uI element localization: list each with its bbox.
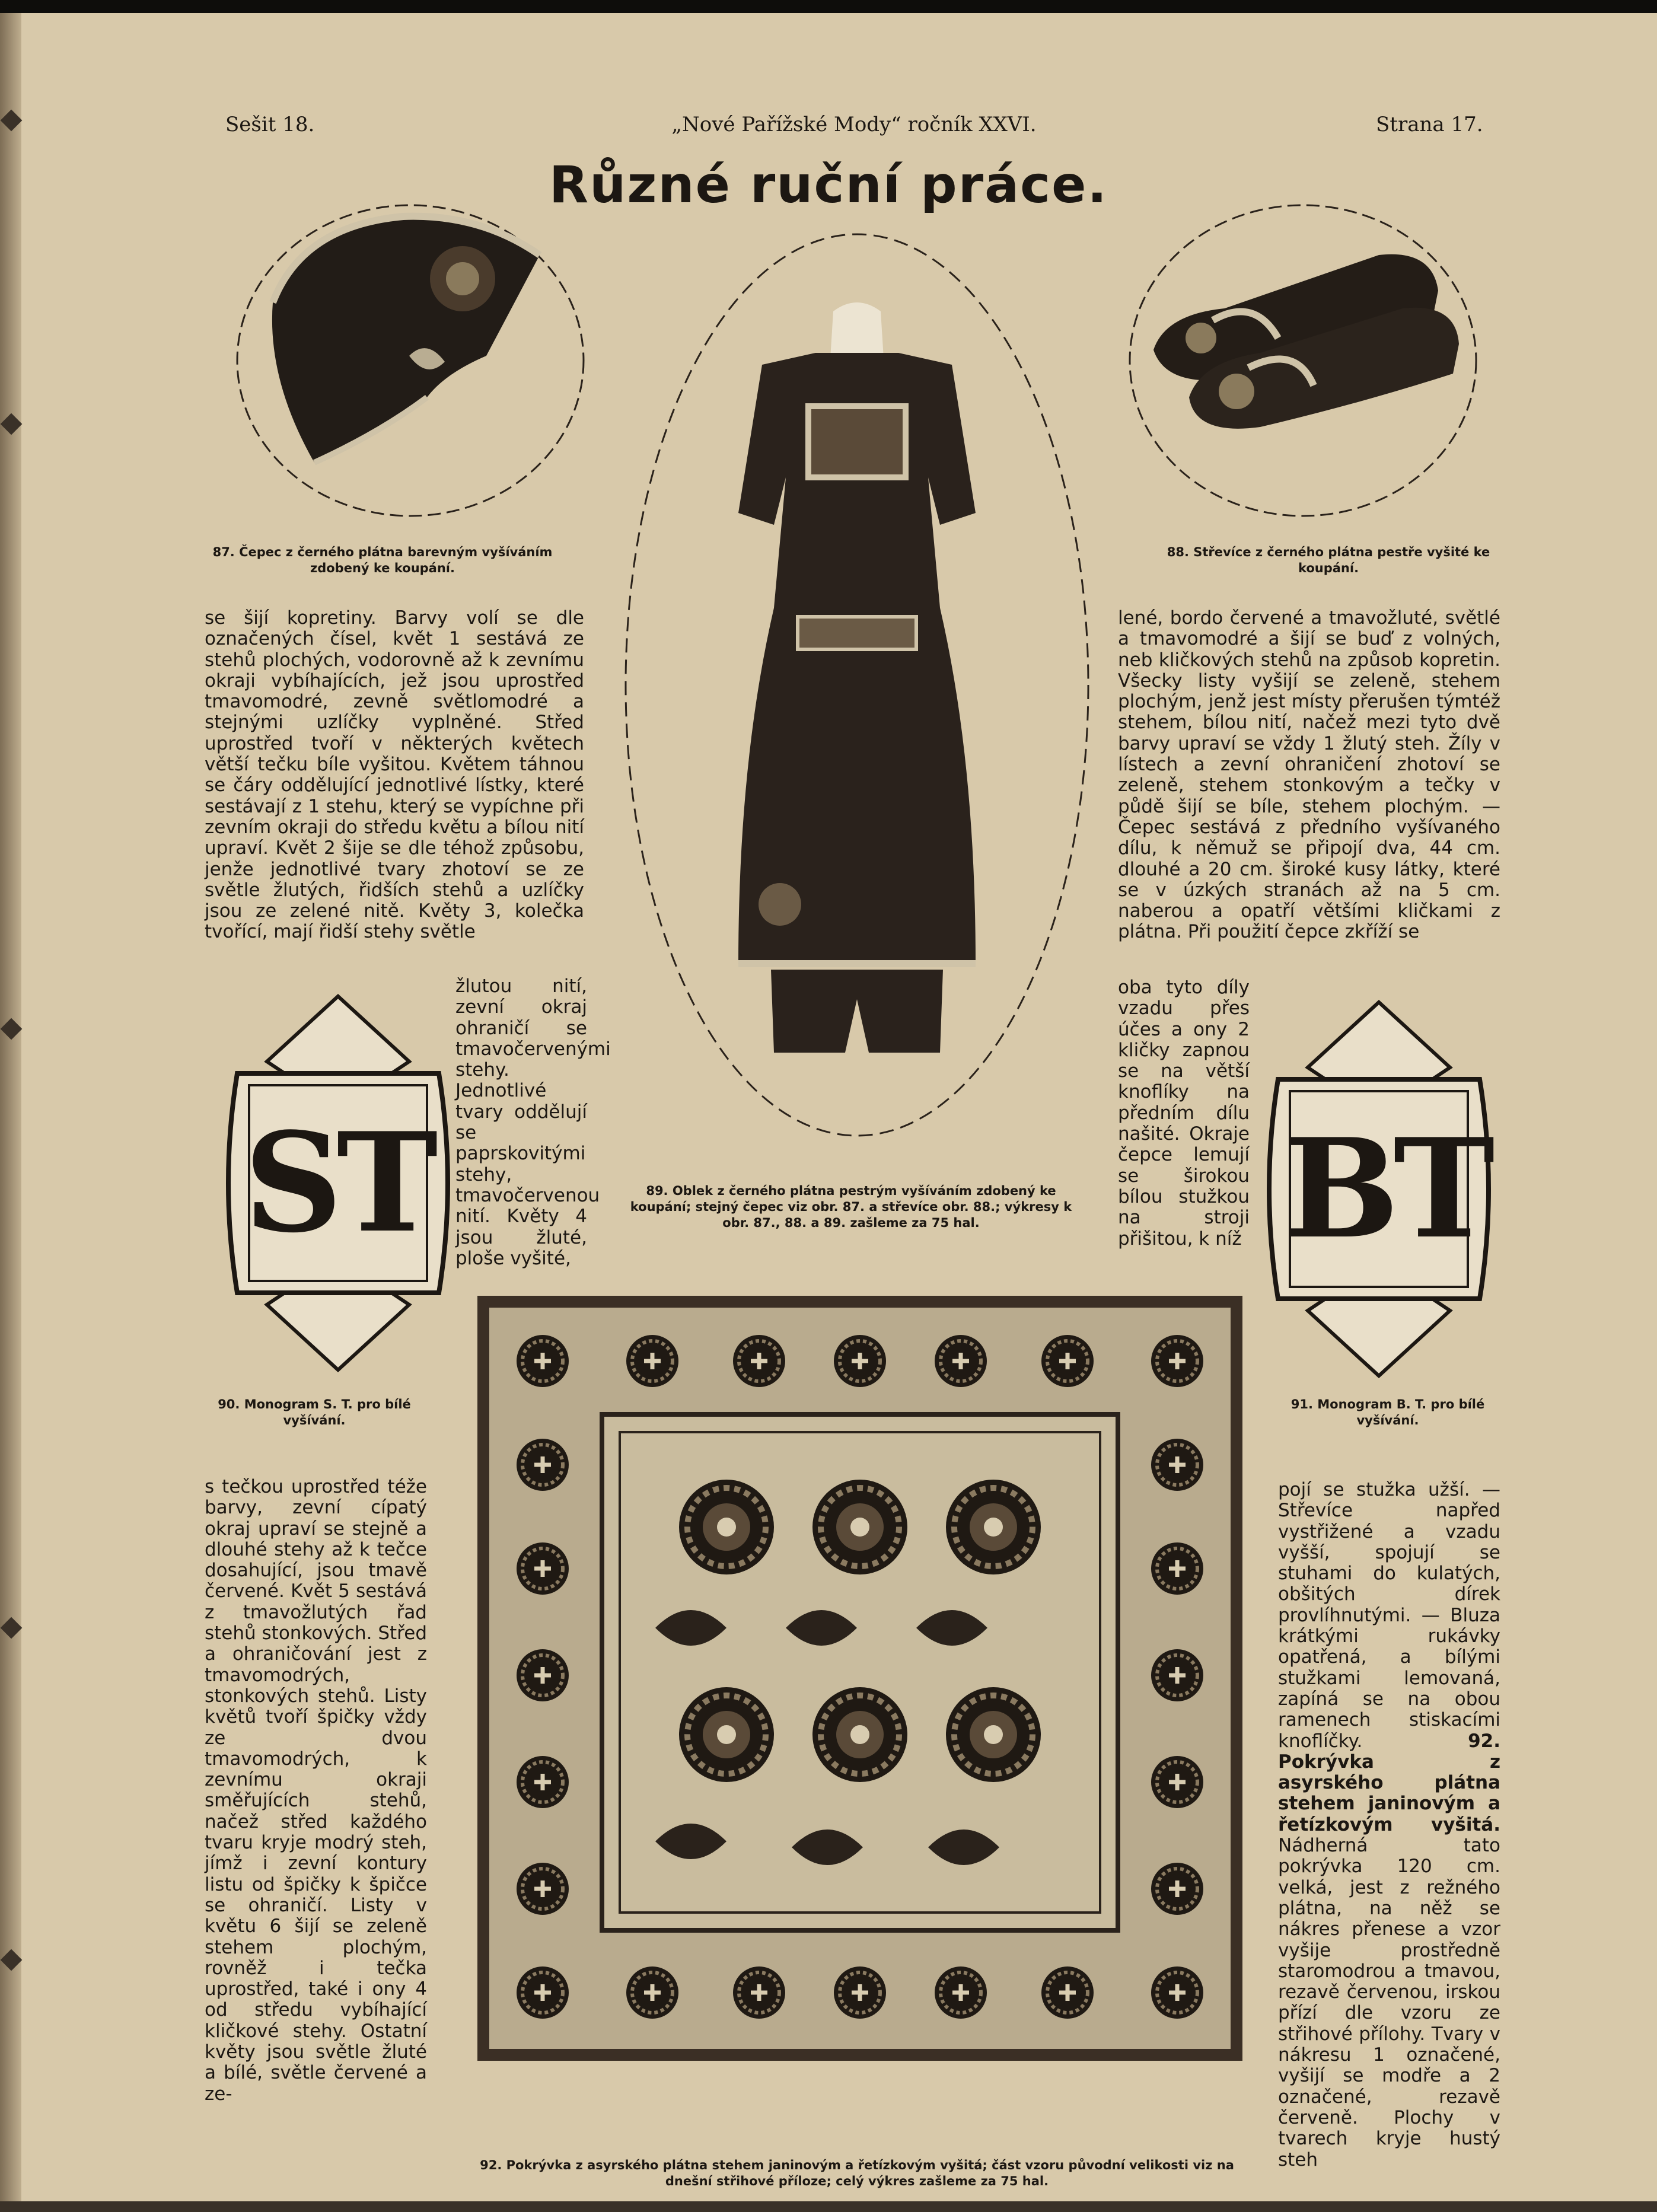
monogram-st-letters: ST bbox=[244, 1103, 432, 1263]
item-92-heading: 92. Pokrývka z asyrského plátna stehem janinovým a řetízkovým vyšitá. bbox=[1278, 1730, 1500, 1835]
scan-top-edge bbox=[0, 0, 1657, 13]
figure-90-monogram-st bbox=[214, 990, 463, 1376]
page-title: Různé ruční práce. bbox=[549, 155, 1108, 215]
figure-89-bathing-suit bbox=[620, 228, 1094, 1142]
binding-mark bbox=[1, 1949, 23, 1971]
text-left-narrow: žlutou nití, zevní okraj ohraničí se tmavočervenými stehy. Jednotlivé tvary oddělují se paprskovitými stehy, tmavočervenou nití. Květy 4 jsou žluté, ploše vyšité, bbox=[455, 976, 611, 1269]
header-issue: Sešit 18. bbox=[225, 113, 315, 136]
text-left-bottom: s tečkou uprostřed téže barvy, zevní cípatý okraj upraví se stejně a dlouhé stehy až k tečce dosahující, jsou tmavě červené. Květ 5 sestává z tmavožlutých řad stehů stonkových. Střed a ohraničování jest z tmavomodrých, stonkových stehů. Listy květů tvoří špičky vždy ze dvou tmavomodrých, k zevnímu okraji směřujících stehů, načež střed každého tvaru kryje modrý steh, jímž i zevní kontury listu od špičky k špičce se ohraničí. Listy v květu 6 šijí se zeleně stehem plochým, rovněž i tečka uprostřed, také i ony 4 od středu vybíhající kličkové stehy. Ostatní květy jsou světle žluté a bílé, světle červené a ze- bbox=[205, 1476, 427, 2105]
text-right-top: lené, bordo červené a tmavožluté, světlé a tmavomodré a šijí se buď z volných, neb kličkových stehů na způsob kopretin. Všecky listy vyšijí se zeleně, stehem plochým, jenž jest místy přerušen týmtéž stehem, bílou nití, načež mezi tyto dvě barvy upraví se vždy 1 žlutý steh. Žíly v lístech a zevní ohraničení zhotoví se zeleně, stehem stonkovým a tečky v půdě šijí se bíle, stehem plochým. — Čepec sestává z předního vyšívaného dílu, k němuž se připojí dva, 44 cm. dlouhé a 20 cm. široké kusy látky, které se v úzkých stranách až na 5 cm. naberou a opatří většími kličkami z plátna. Při použití čepce zkříží se bbox=[1118, 607, 1500, 943]
binding-mark bbox=[1, 1617, 23, 1639]
figure-92-embroidered-cover bbox=[477, 1296, 1242, 2061]
text-right-bottom-a: pojí se stužka užší. — Střevíce napřed vystřižené a vzadu vyšší, spojují se stuhami do kulatých, obšitých dírek provlíhnutými. — Bluza krátkými rukávky opatřená, a bílými stužkami lemovaná, zapíná se na obou ramenech stiskacími knoflíčky. bbox=[1278, 1479, 1500, 1752]
figure-91-monogram-bt bbox=[1254, 996, 1503, 1382]
binding-mark bbox=[1, 110, 23, 132]
text-right-bottom bbox=[1278, 1480, 1500, 2170]
figure-92-caption: 92. Pokrývka z asyrského plátna stehem janinovým a řetízkovým vyšitá; část vzoru původní velikosti viz na dnešní střihové příloze; celý výkres zašleme za 75 hal. bbox=[480, 2158, 1234, 2188]
figure-87-bathing-cap bbox=[231, 202, 590, 522]
binding-mark bbox=[1, 413, 23, 435]
figure-87-caption: 87. Čepec z černého plátna barevným vyšíváním zdobený ke koupání. bbox=[212, 545, 553, 575]
figure-89-caption: 89. Oblek z černého plátna pestrým vyšíváním zdobený ke koupání; stejný čepec viz obr. 87. a střevíce obr. 88.; výkresy k obr. 87., 88. a 89. zašleme za 75 hal. bbox=[630, 1184, 1072, 1230]
text-left-top: se šijí kopretiny. Barvy volí se dle označených čísel, květ 1 sestává ze stehů plochých, vodorovně až k zevnímu okraji vybíhajících, jež jsou uprostřed tmavomodré, zevně světlomodré a stejnými uzlíčky vyplněné. Střed uprostřed tvoří v některých květech větší tečku bíle vyšitou. Květem táhnou se čáry oddělující jednotlivé lístky, které sestávají z 1 stehu, který se vypíchne při zevním okraji do středu květu a bílou nití upraví. Květ 2 šije se dle téhož způsobu, jenže jednotlivé tvary zhotoví se ze světle žlutých, řidších stehů a uzlíčky jsou ze zelené nitě. Květy 3, kolečka tvořící, mají řidší stehy světle bbox=[205, 607, 584, 943]
monogram-bt-letters: BT bbox=[1284, 1109, 1489, 1269]
figure-88-bathing-shoes bbox=[1124, 202, 1483, 522]
header-magazine-title: „Nové Pařížské Mody“ ročník XXVI. bbox=[671, 113, 1037, 136]
text-right-narrow: oba tyto díly vzadu přes účes a ony 2 kličky zapnou se na větší knoflíky na předním dílu našité. Okraje čepce lemují se širokou bílou stužkou na stroji přišitou, k níž bbox=[1118, 977, 1250, 1250]
binding-mark bbox=[1, 1018, 23, 1040]
binding-gutter bbox=[0, 13, 21, 2201]
figure-90-caption: 90. Monogram S. T. pro bílé vyšívání. bbox=[218, 1397, 411, 1427]
text-right-bottom-b: Nádherná tato pokrývka 120 cm. velká, jest z režného plátna, na něž se nákres přenese a vzor vyšije prostředně staromodrou a tmavou, rezavě červenou, irskou přízí dle vzoru ze střihové přílohy. Tvary v nákresu 1 označené, vyšijí se modře a 2 označené, rezavě červeně. Plochy v tvarech kryje hustý steh bbox=[1278, 1835, 1500, 2170]
scan-bottom-edge bbox=[0, 2201, 1657, 2212]
figure-88-caption: 88. Střevíce z černého plátna pestře vyšité ke koupání. bbox=[1167, 545, 1490, 575]
header-page-number: Strana 17. bbox=[1376, 113, 1483, 136]
figure-91-caption: 91. Monogram B. T. pro bílé vyšívání. bbox=[1290, 1397, 1485, 1427]
